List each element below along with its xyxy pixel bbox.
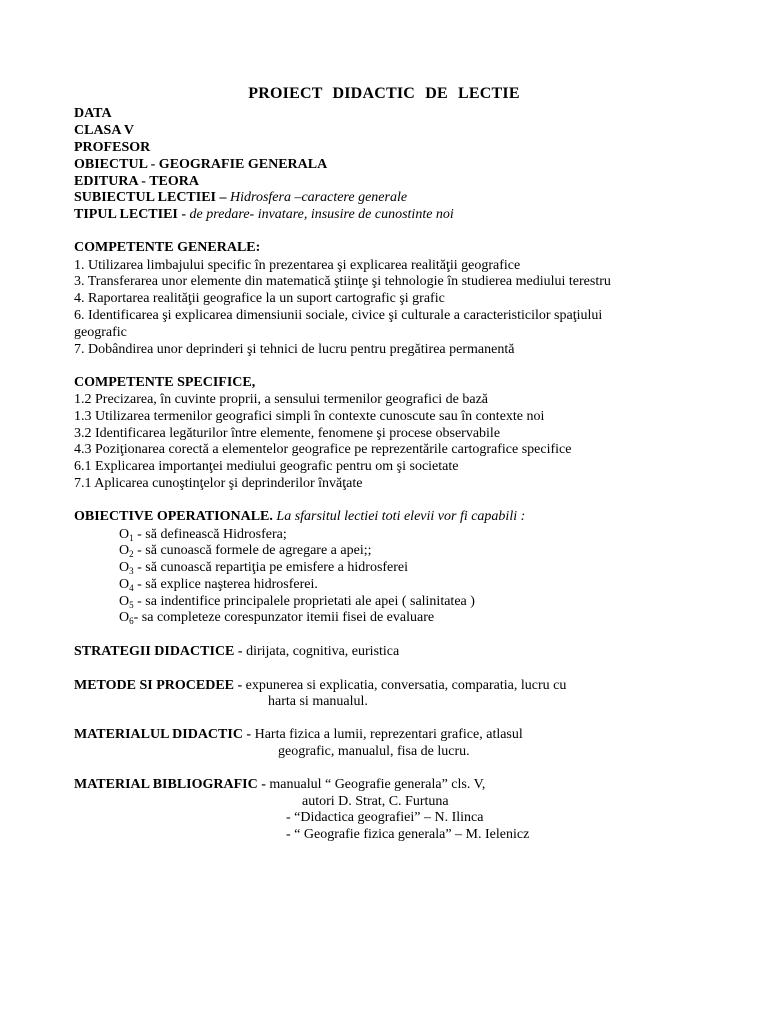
- material-didactic-value: Harta fizica a lumii, reprezentari grafice, atlasul: [251, 727, 523, 742]
- competente-generale-heading: COMPETENTE GENERALE:: [74, 240, 261, 255]
- obiectiv-text: - să cunoască formele de agregare a apei;;: [133, 543, 372, 558]
- obiective-heading-line: [74, 509, 525, 526]
- metode-label: METODE SI PROCEDEE -: [74, 678, 243, 693]
- subiectul-label: SUBIECTUL LECTIEI –: [74, 190, 227, 205]
- tipul-value: de predare- invatare, insusire de cunostinte noi: [186, 207, 454, 222]
- obiectiv-index: 1: [129, 533, 134, 543]
- tipul-label: TIPUL LECTIEI -: [74, 207, 187, 222]
- obiectiv-code: O: [119, 577, 130, 592]
- obiectiv-text: - să cunoască repartiţia pe emisfere a hidrosferei: [133, 560, 409, 575]
- obiectiv-text: - sa indentifice principalele proprietati ale apei ( salinitatea ): [133, 594, 475, 609]
- obiectiv-index: 5: [129, 600, 134, 610]
- obiectiv-text: - să explice naşterea hidrosferei.: [133, 577, 318, 592]
- bibliografie-label: MATERIAL BIBLIOGRAFIC -: [74, 777, 266, 792]
- obiective-heading: OBIECTIVE OPERATIONALE.: [74, 509, 273, 524]
- document-title: PROIECT DIDACTIC DE LECTIE: [248, 85, 520, 102]
- metode-line: [74, 678, 566, 695]
- competenta-specifica-item: 4.3 Poziţionarea corectă a elementelor geografice pe reprezentările cartografice specifice: [74, 442, 572, 457]
- field-profesor: PROFESOR: [74, 140, 151, 155]
- metode-value-continued: harta si manualul.: [268, 694, 368, 709]
- obiectiv-index: 2: [129, 549, 134, 559]
- competenta-generala-item: 4. Raportarea realităţii geografice la un suport cartografic şi grafic: [74, 291, 445, 306]
- field-clasa: CLASA V: [74, 123, 135, 138]
- field-data: DATA: [74, 106, 112, 121]
- bibliografie-line: [74, 777, 485, 794]
- bibliografie-item: - “Didactica geografiei” – N. Ilinca: [286, 810, 484, 825]
- field-obiectul: OBIECTUL - GEOGRAFIE GENERALA: [74, 157, 328, 172]
- competenta-specifica-item: 7.1 Aplicarea cunoştinţelor şi deprinderilor învăţate: [74, 476, 363, 491]
- obiectiv-code: O: [119, 594, 130, 609]
- competenta-generala-item: 7. Dobândirea unor deprinderi şi tehnici de lucru pentru pregătirea permanentă: [74, 342, 515, 357]
- field-tipul: [74, 207, 454, 224]
- metode-value: expunerea si explicatia, conversatia, comparatia, lucru cu: [242, 678, 567, 693]
- obiectiv-text: - sa completeze corespunzator itemii fisei de evaluare: [133, 610, 435, 625]
- material-didactic-continued: geografic, manualul, fisa de lucru.: [278, 744, 470, 759]
- obiectiv-index: 6: [129, 616, 134, 626]
- competenta-specifica-item: 3.2 Identificarea legăturilor între elemente, fenomene şi procese observabile: [74, 426, 501, 441]
- obiectiv-code: O: [119, 560, 130, 575]
- competenta-generala-item: 1. Utilizarea limbajului specific în prezentarea şi explicarea realităţii geografice: [74, 258, 521, 273]
- obiectiv-text: - să definească Hidrosfera;: [133, 527, 287, 542]
- obiectiv-code: O: [119, 610, 130, 625]
- obiectiv-index: 3: [129, 566, 134, 576]
- competenta-generala-item: 3. Transferarea unor elemente din matematică ştiinţe şi tehnologie în studierea mediului terestru: [74, 274, 611, 289]
- strategii-label: STRATEGII DIDACTICE -: [74, 644, 243, 659]
- field-editura: EDITURA - TEORA: [74, 174, 199, 189]
- competenta-generala-item: geografic: [74, 325, 127, 340]
- bibliografie-item: - “ Geografie fizica generala” – M. Ielenicz: [286, 827, 530, 842]
- competenta-specifica-item: 1.2 Precizarea, în cuvinte proprii, a sensului termenilor geografici de bază: [74, 392, 488, 407]
- obiectiv-index: 4: [129, 583, 134, 593]
- strategii-line: [74, 644, 399, 661]
- material-didactic-line: [74, 727, 523, 744]
- obiectiv-code: O: [119, 543, 130, 558]
- subiectul-value: Hidrosfera –caractere generale: [226, 190, 408, 205]
- obiectiv-item: [119, 610, 434, 630]
- competente-specifice-heading: COMPETENTE SPECIFICE,: [74, 375, 256, 390]
- bibliografie-authors: autori D. Strat, C. Furtuna: [302, 794, 449, 809]
- material-didactic-label: MATERIALUL DIDACTIC -: [74, 727, 252, 742]
- strategii-value: dirijata, cognitiva, euristica: [242, 644, 400, 659]
- competenta-generala-item: 6. Identificarea şi explicarea dimensiunii sociale, civice şi culturale a caracteristicilor spaţiului: [74, 308, 603, 323]
- competenta-specifica-item: 6.1 Explicarea importanţei mediului geografic pentru om şi societate: [74, 459, 459, 474]
- obiective-intro: La sfarsitul lectiei toti elevii vor fi capabili :: [272, 509, 526, 524]
- competenta-specifica-item: 1.3 Utilizarea termenilor geografici simpli în contexte cunoscute sau în contexte noi: [74, 409, 545, 424]
- bibliografie-value: manualul “ Geografie generala” cls. V,: [265, 777, 486, 792]
- field-subiectul: [74, 190, 407, 207]
- obiectiv-code: O: [119, 527, 130, 542]
